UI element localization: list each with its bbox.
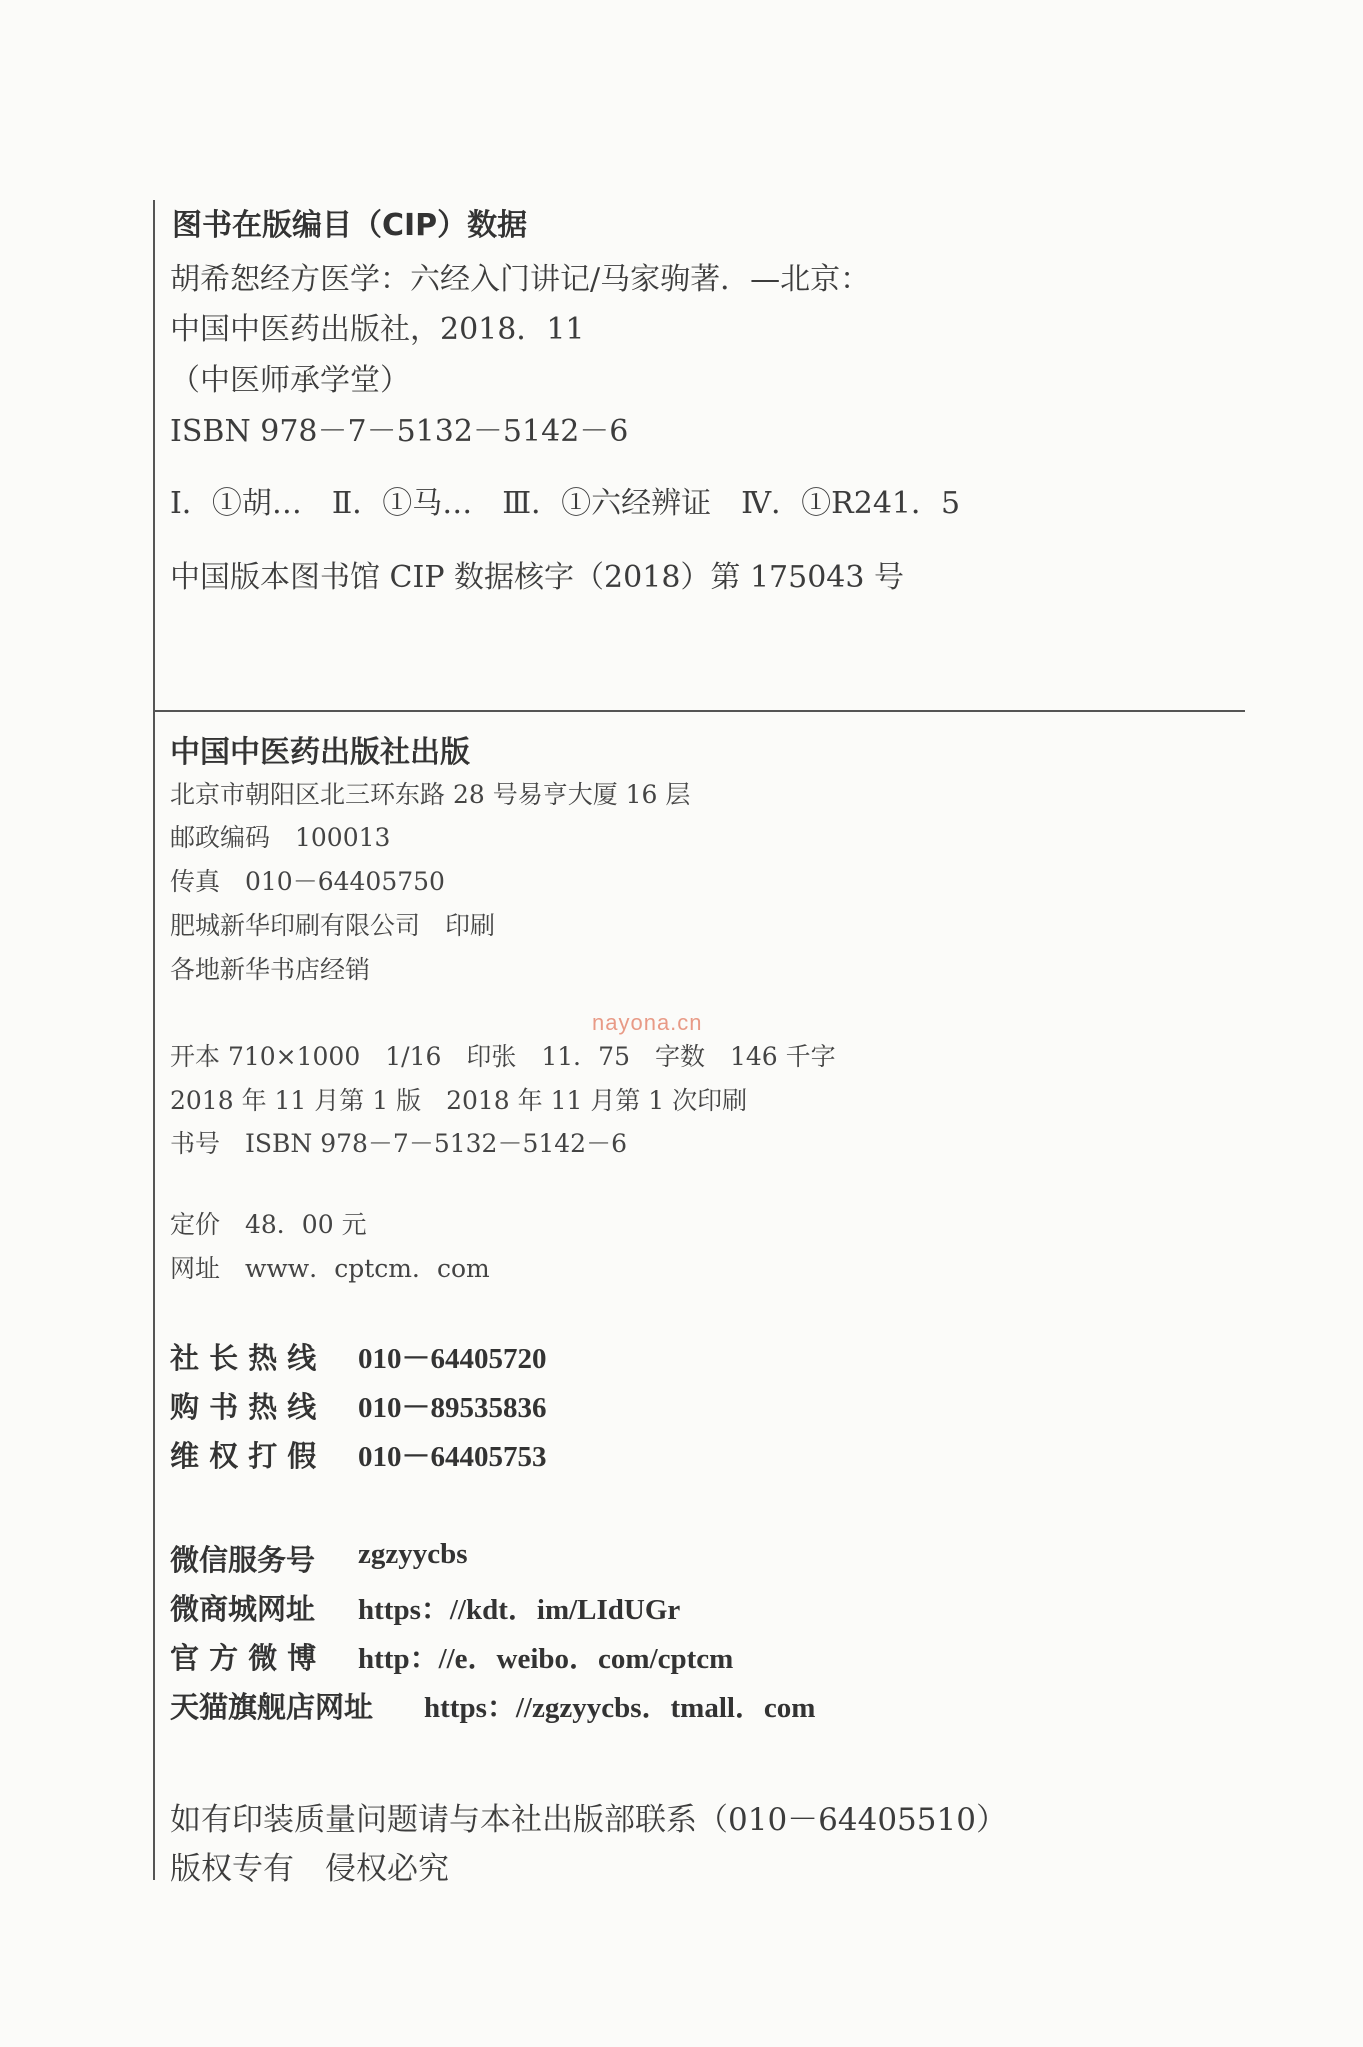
- watermark: nayona.cn: [592, 1010, 703, 1035]
- mall-label: 微商城网址: [170, 1592, 316, 1626]
- book-number: 书号 ISBN 978－7－5132－5142－6: [170, 1129, 627, 1158]
- hotline-label-anti-piracy: 维 权 打 假: [170, 1439, 317, 1473]
- publisher-heading: 中国中医药出版社出版: [170, 735, 470, 770]
- distributor: 各地新华书店经销: [170, 955, 371, 984]
- copyright-notice: 版权专有 侵权必究: [170, 1851, 449, 1887]
- hotline-label-purchase: 购 书 热 线: [170, 1390, 317, 1424]
- hotline-label-president: 社 长 热 线: [170, 1341, 317, 1375]
- cip-heading: 图书在版编目（CIP）数据: [172, 208, 528, 243]
- tmall-label: 天猫旗舰店网址: [170, 1690, 374, 1724]
- publisher-address: 北京市朝阳区北三环东路 28 号易亨大厦 16 层: [170, 780, 691, 809]
- hotline-value-president: 010－64405720: [358, 1343, 547, 1375]
- quality-notice: 如有印装质量问题请与本社出版部联系（010－64405510）: [170, 1802, 1007, 1838]
- wechat-value: zgzyycbs: [358, 1538, 468, 1570]
- wechat-label: 微信服务号: [170, 1543, 316, 1577]
- cip-series-line: （中医师承学堂）: [170, 363, 410, 398]
- postcode: 邮政编码 100013: [170, 823, 391, 852]
- weibo-url: http：//e．weibo．com/cptcm: [358, 1643, 734, 1675]
- left-border-line: [153, 200, 155, 1880]
- weibo-label: 官 方 微 博: [170, 1641, 317, 1675]
- edition-info: 2018 年 11 月第 1 版 2018 年 11 月第 1 次印刷: [170, 1086, 748, 1115]
- format-info: 开本 710×1000 1/16 印张 11．75 字数 146 千字: [170, 1042, 836, 1071]
- printer: 肥城新华印刷有限公司 印刷: [170, 911, 496, 940]
- hotline-value-purchase: 010－89535836: [358, 1392, 547, 1424]
- tmall-url: https：//zgzyycbs．tmall．com: [424, 1692, 816, 1724]
- cip-title-line: 胡希恕经方医学：六经入门讲记/马家驹著．—北京：: [170, 262, 871, 297]
- mall-url: https：//kdt．im/LIdUGr: [358, 1594, 681, 1626]
- cip-isbn-line: ISBN 978－7－5132－5142－6: [170, 414, 629, 449]
- cip-publisher-line: 中国中医药出版社，2018．11: [170, 312, 585, 347]
- website: 网址 www．cptcm．com: [170, 1254, 490, 1283]
- price: 定价 48．00 元: [170, 1210, 367, 1239]
- section-divider: [153, 710, 1245, 712]
- cip-classification-line: Ⅰ．①胡… Ⅱ．①马… Ⅲ．①六经辨证 Ⅳ．①R241．5: [170, 486, 961, 521]
- hotline-value-anti-piracy: 010－64405753: [358, 1441, 547, 1473]
- fax: 传真 010－64405750: [170, 867, 445, 896]
- cip-record-number-line: 中国版本图书馆 CIP 数据核字（2018）第 175043 号: [170, 560, 905, 595]
